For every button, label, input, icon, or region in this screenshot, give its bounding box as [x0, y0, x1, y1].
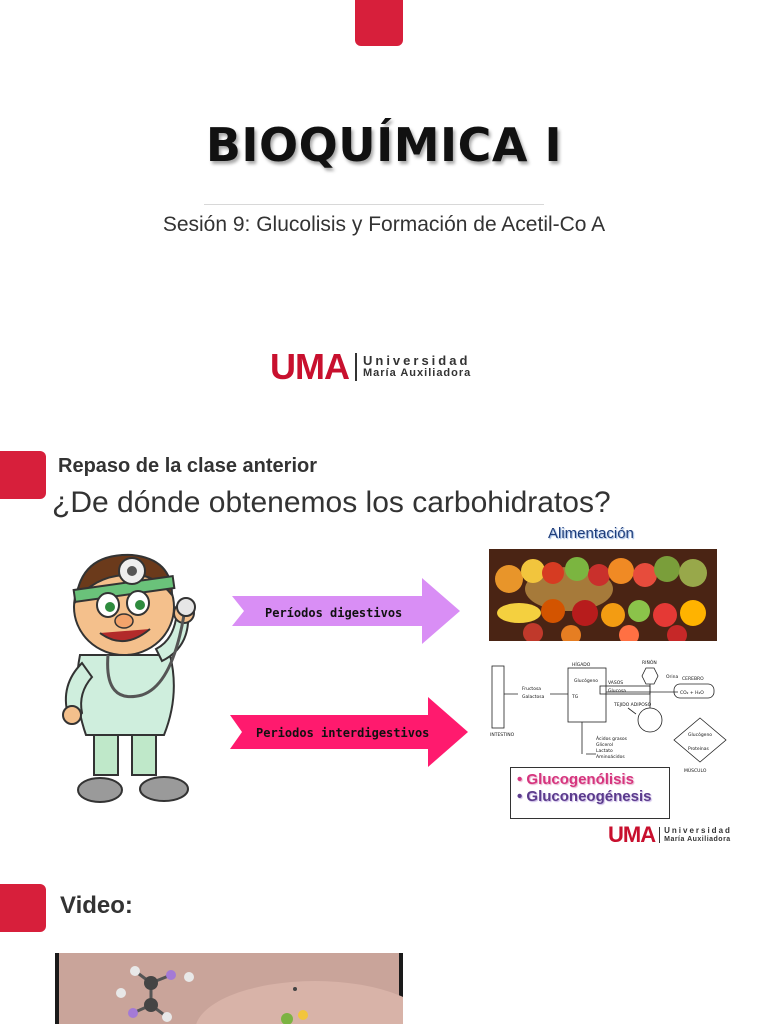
logo-line-2: María Auxiliadora: [362, 367, 472, 380]
video-heading: Video:: [60, 892, 133, 919]
diagram-label-acidos: Ácidos grasos: [596, 737, 628, 742]
diagram-label-intestino: INTESTINO: [490, 733, 515, 738]
diagram-label-rinon: RIÑÓN: [642, 661, 657, 666]
diagram-label-higado: HÍGADO: [572, 663, 591, 668]
uma-logo-text: [363, 354, 471, 379]
logo-line-1: Universidad: [362, 353, 471, 369]
diagram-label-proteinas: Proteínas: [688, 747, 709, 752]
diagram-label-musculo: MÚSCULO: [684, 769, 707, 774]
term-gluconeogenesis: • Gluconeogénesis: [517, 788, 652, 805]
uma-logo-mark: UMA: [270, 346, 349, 387]
fruit-vegetables-image: [489, 549, 717, 641]
red-tab-decoration: [355, 0, 403, 46]
uma-logo-small: [608, 822, 732, 848]
diagram-label-tg: TG: [572, 695, 579, 700]
arrow-label-digestive: Períodos digestivos: [265, 606, 403, 620]
diagram-label-tejido: TEJIDO ADIPOSO: [614, 703, 652, 708]
video-thumbnail-image: [55, 953, 403, 1024]
title-divider: [204, 204, 544, 205]
diagram-label-glucosa: Glucosa: [608, 689, 626, 694]
logo-line-2: María Auxiliadora: [664, 835, 731, 843]
diagram-label-vasos: VASOS: [608, 681, 624, 686]
arrow-label-interdigestive: Periodos interdigestivos: [256, 726, 430, 740]
uma-logo-mark: UMA: [608, 822, 656, 847]
diagram-label-cerebro: CEREBRO: [682, 677, 704, 682]
logo-separator: [659, 827, 660, 843]
metabolic-terms-box: [510, 767, 670, 819]
food-caption: Alimentación: [548, 525, 634, 542]
section-label: Repaso de la clase anterior: [58, 455, 318, 477]
diagram-label-co2: CO₂ + H₂O: [680, 691, 704, 696]
diagram-label-orina: Orina: [666, 675, 679, 680]
diagram-label-glicerol: Glicerol: [596, 743, 613, 748]
uma-logo: [270, 346, 471, 388]
doctor-cartoon-image: [52, 545, 202, 813]
diagram-label-fructosa: Fructosa: [522, 687, 542, 692]
diagram-label-lactato: Lactato: [596, 749, 613, 754]
slide-question: ¿De dónde obtenemos los carbohidratos?: [52, 486, 611, 519]
session-subtitle: Sesión 9: Glucolisis y Formación de Acetil-Co A: [162, 213, 606, 236]
logo-line-1: Universidad: [664, 826, 732, 836]
diagram-label-glucogeno: Glucógeno: [574, 679, 599, 684]
logo-separator: [355, 353, 357, 381]
term-glycogenolysis: • Glucogenólisis: [517, 771, 634, 788]
diagram-label-glucogeno-musculo: Glucógeno: [688, 733, 713, 738]
diagram-label-galactosa: Galactosa: [522, 695, 545, 700]
course-title: BIOQUÍMICA I: [205, 118, 563, 172]
diagram-label-aminoacidos: Aminoácidos: [596, 755, 625, 760]
video-player[interactable]: [55, 953, 403, 1024]
red-tab-decoration: [0, 884, 46, 932]
glucose-metabolism-diagram: [488, 658, 730, 776]
red-tab-decoration: [0, 451, 46, 499]
uma-logo-text: [664, 827, 732, 843]
